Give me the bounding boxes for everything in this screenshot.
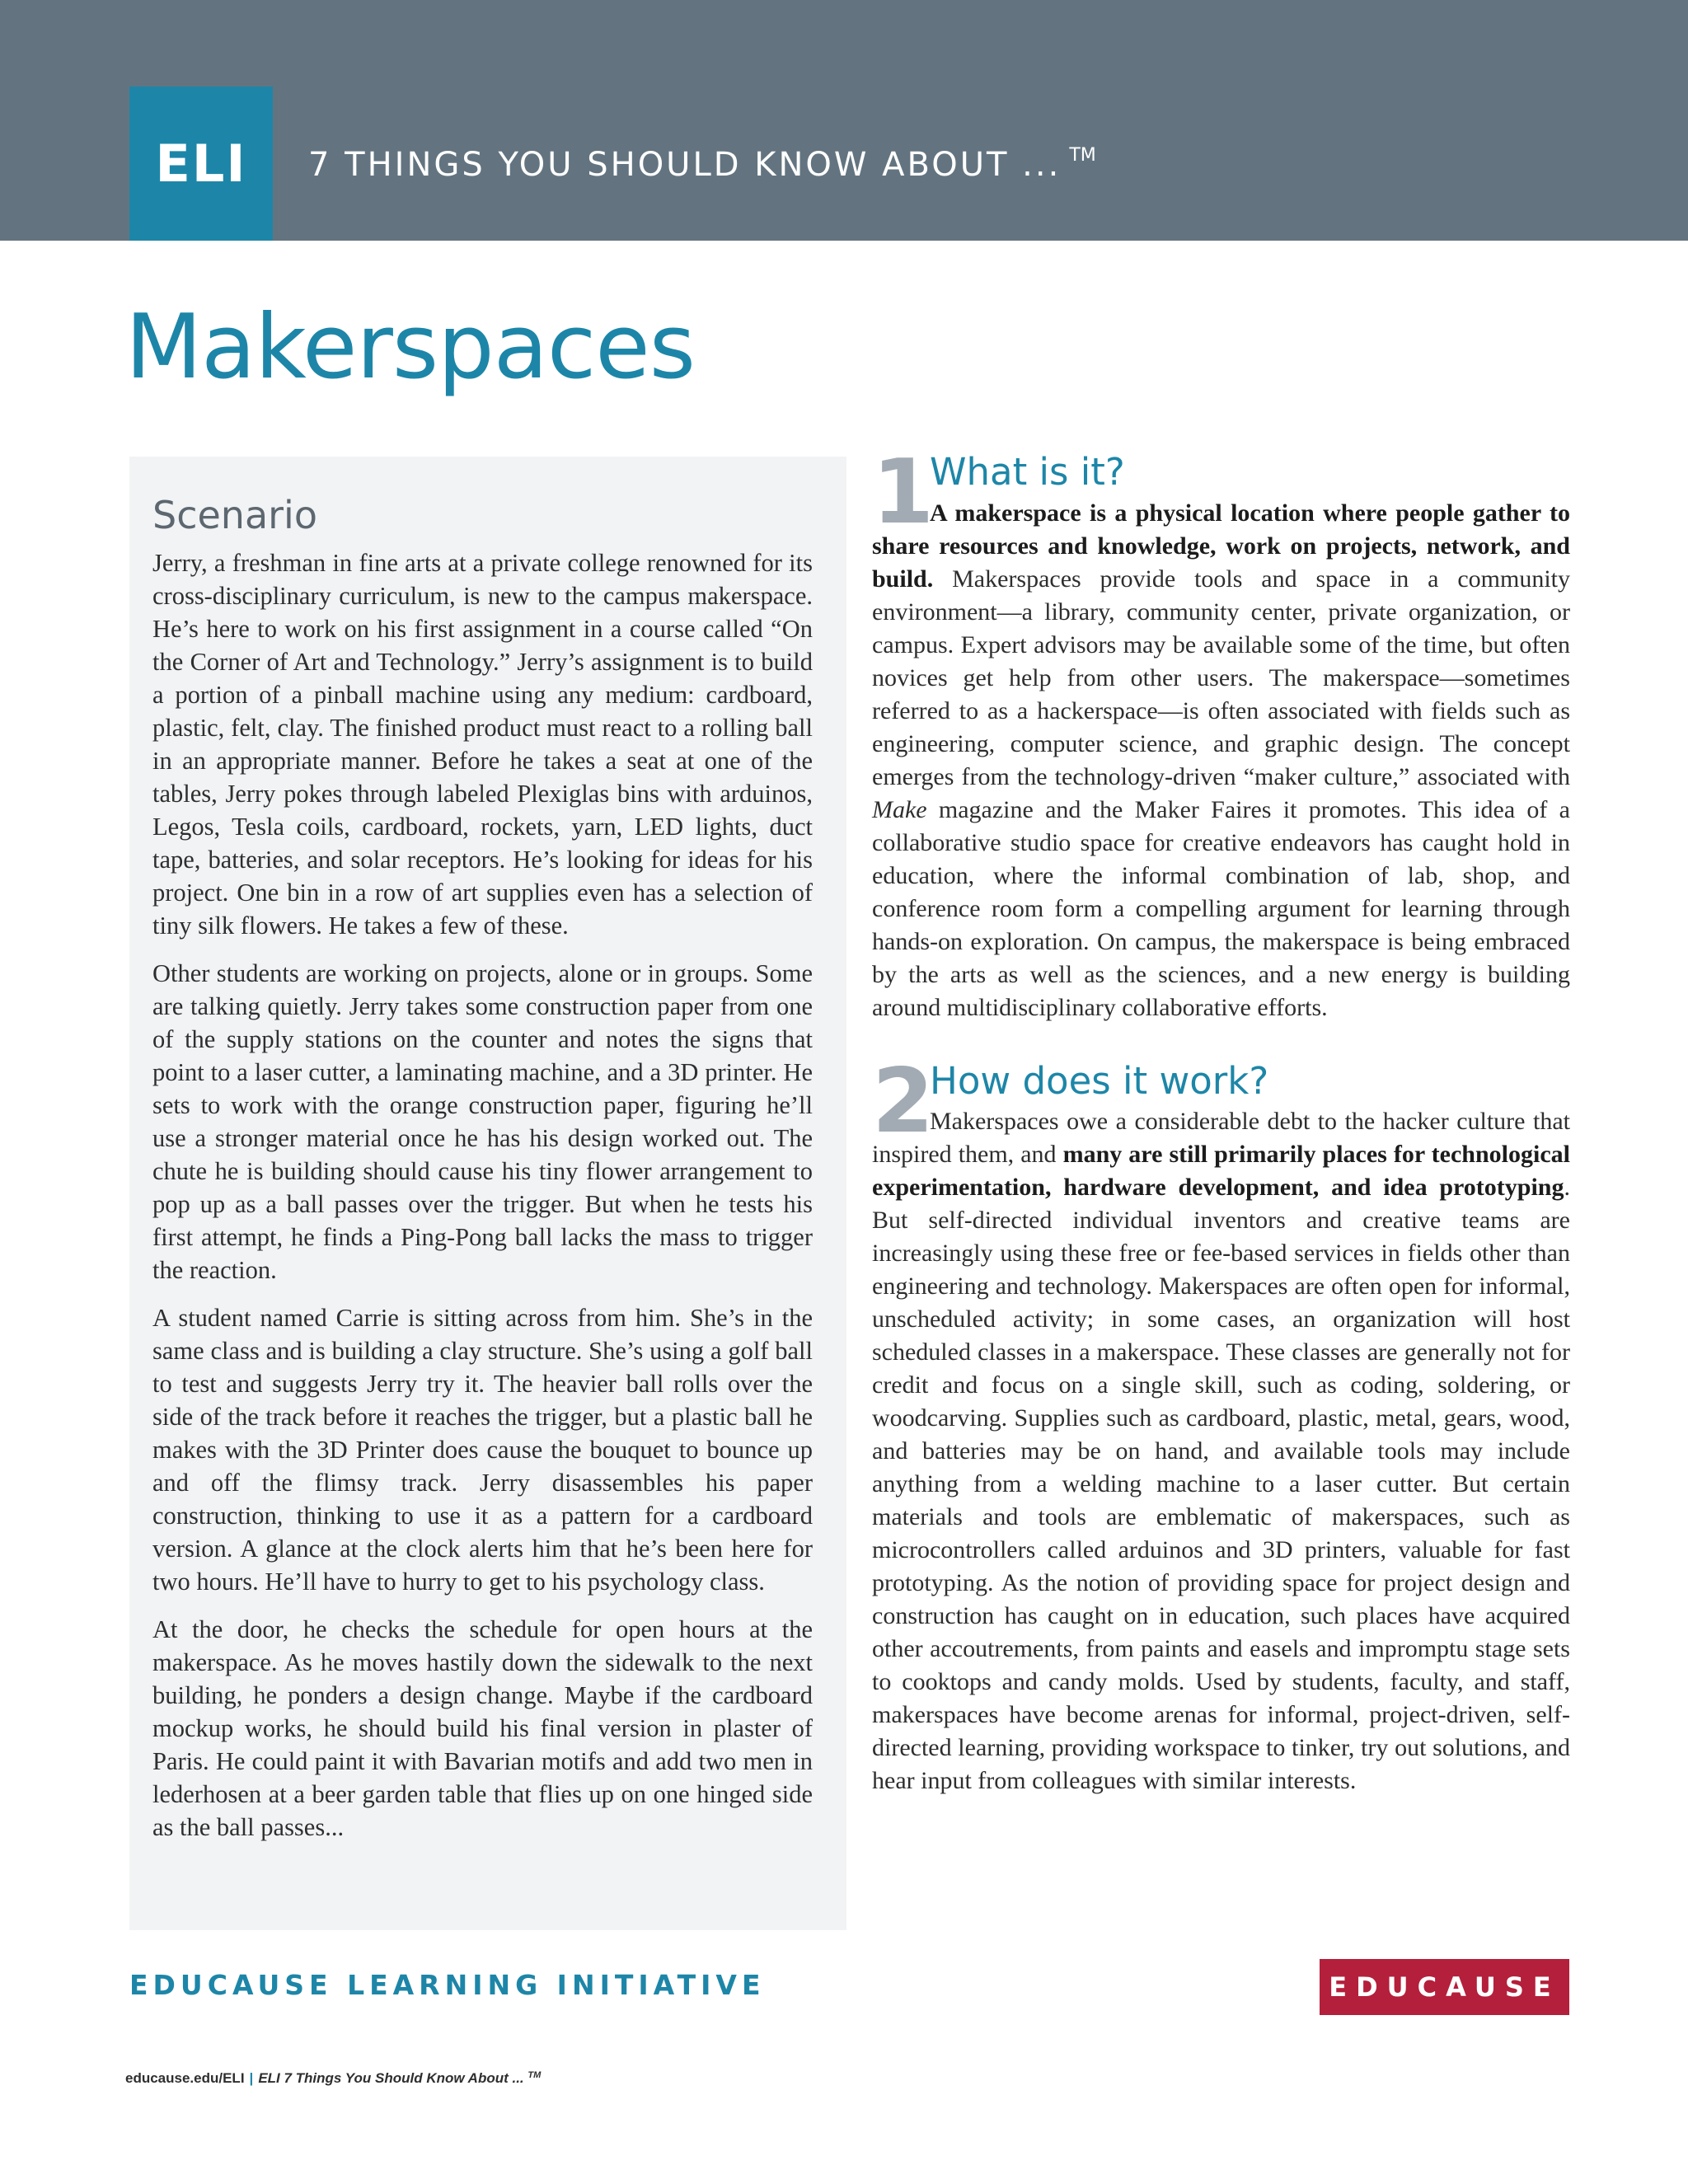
section-body-text: magazine and the Maker Faires it promotes. This idea of a collaborative studio space for creative endeavors has caught hold in education, where the informal combination of lab, shop, and conference room form a compelling argument for learning through hands-on exploration. On campus, the makerspace is being embraced by the arts as well as the sciences, and a new energy is building around multidisciplinary collaborative efforts. [872,795,1570,1021]
section-heading: What is it? [930,450,1125,494]
header-band [0,0,1688,241]
section-what-is-it [872,441,1570,1024]
series-title-text: 7 THINGS YOU SHOULD KNOW ABOUT ... [308,146,1062,184]
section-body [872,1105,1570,1797]
section-number: 1 [872,441,935,544]
main-column [872,441,1570,1797]
footer-separator: | [249,2070,254,2086]
section-bold-lead: A makerspace is a physical location where people gather to share resources and knowledge, work on projects, network, and build. [872,499,1570,593]
magazine-title: Make [872,795,927,823]
footer-brand: EDUCAUSE LEARNING INITIATIVE [129,1969,766,2001]
section-body-text: Makerspaces owe a considerable debt to the hacker culture that inspired them, and [872,1108,1570,1168]
footer-url-link[interactable]: educause.edu/ELI [125,2070,245,2086]
scenario-heading: Scenario [152,493,317,537]
scenario-paragraph: Other students are working on projects, alone or in groups. Some are talking quietly. Jerry takes some construction paper from one of the supply stations on the counter and notes the signs that point to a laser cutter, a laminating machine, and a 3D printer. He sets to work with the orange construction paper, figuring he’ll use a stronger material once he has his design worked out. The chute he is building should cause his tiny flower arrangement to pop up as a ball passes over the trigger. But when he tests his first attempt, he finds a Ping-Pong ball lacks the mass to trigger the reaction. [152,959,813,1285]
section-body-text: Makerspaces provide tools and space in a community environment—a library, community center, private organization, or campus. Expert advisors may be available some of the time, but often novices get help from other users. The makerspace—sometimes referred to as a hackerspace—is often associated with fields such as engineering, computer science, and graphic design. The concept emerges from the technology-driven “maker culture,” associated with [872,565,1570,790]
footer-url-line [125,2070,541,2087]
trademark-mark: TM [1069,145,1096,166]
educause-logo [1320,1959,1569,2015]
eli-logo [129,87,273,241]
section-how-does-it-work [872,1049,1570,1798]
section-body [872,497,1570,1024]
scenario-paragraph: A student named Carrie is sitting across from him. She’s in the same class and is building a clay structure. She’s using a golf ball to test and suggests Jerry try it. The heavier ball rolls over the side of the track before it reaches the trigger, but a plastic ball he makes with the 3D Printer does cause the bouquet to bounce up and off the flimsy track. Jerry disassembles his paper construction, thinking to use it as a pattern for a cardboard version. A glance at the clock alerts him that he’s been here for two hours. He’ll have to hurry to get to his psychology class. [152,1304,813,1596]
footer-trademark: TM [528,2070,542,2080]
section-body-text: . But self-directed individual inventors and creative teams are increasingly using these free or fee-based services in fields other than engineering and technology. Makerspaces are often open for informal, unscheduled activity; in some cases, an organization will host scheduled classes in a makerspace. These classes are generally not for credit and focus on a single skill, such as coding, soldering, or woodcarving. Supplies such as cardboard, plastic, metal, gears, wood, and batteries may be on hand, and available tools may include anything from a welding machine to a laser cutter. But certain materials and tools are emblematic of makerspaces, such as microcontrollers called arduinos and 3D printers, valuable for fast prototyping. As the notion of providing space for project design and construction has caught on in education, such places have acquired other accoutrements, from paints and easels and impromptu stage sets to cooktops and candy molds. Used by students, faculty, and staff, makerspaces have become arenas for informal, project-driven, self-directed learning, providing workspace to tinker, try out solutions, and hear input from colleagues with similar interests. [872,1174,1570,1794]
section-heading: How does it work? [930,1058,1269,1103]
section-bold-phrase: many are still primarily places for technological experimentation, hardware development, and idea prototyping [872,1141,1570,1201]
educause-logo-text: EDUCAUSE [1329,1971,1560,2003]
scenario-paragraph: Jerry, a freshman in fine arts at a private college renowned for its cross-disciplinary curriculum, is new to the campus makerspace. He’s here to work on his first assignment in a course called “On the Corner of Art and Technology.” Jerry’s assignment is to build a portion of a pinball machine using any medium: cardboard, plastic, felt, clay. The finished product must react to a rolling ball in an appropriate manner. Before he takes a seat at one of the tables, Jerry pokes through labeled Plexiglas bins with arduinos, Legos, Tesla coils, cardboard, rockets, yarn, LED lights, duct tape, batteries, and solar receptors. He’s looking for ideas for his project. One bin in a row of art supplies even has a selection of tiny silk flowers. He takes a few of these. [152,549,813,940]
eli-logo-text: ELI [155,134,247,194]
section-number: 2 [872,1049,935,1153]
page-title: Makerspaces [125,296,695,399]
series-title [308,145,1096,184]
scenario-paragraph: At the door, he checks the schedule for open hours at the makerspace. As he moves hastily down the sidewalk to the next building, he ponders a design change. Maybe if the cardboard mockup works, he should build his final version in plaster of Paris. He could paint it with Bavarian motifs and add two men in lederhosen at a beer garden table that flies up on one hinged side as the ball passes... [152,1615,813,1842]
footer-series-text: ELI 7 Things You Should Know About ... [258,2070,524,2086]
scenario-sidebar [129,457,846,1930]
